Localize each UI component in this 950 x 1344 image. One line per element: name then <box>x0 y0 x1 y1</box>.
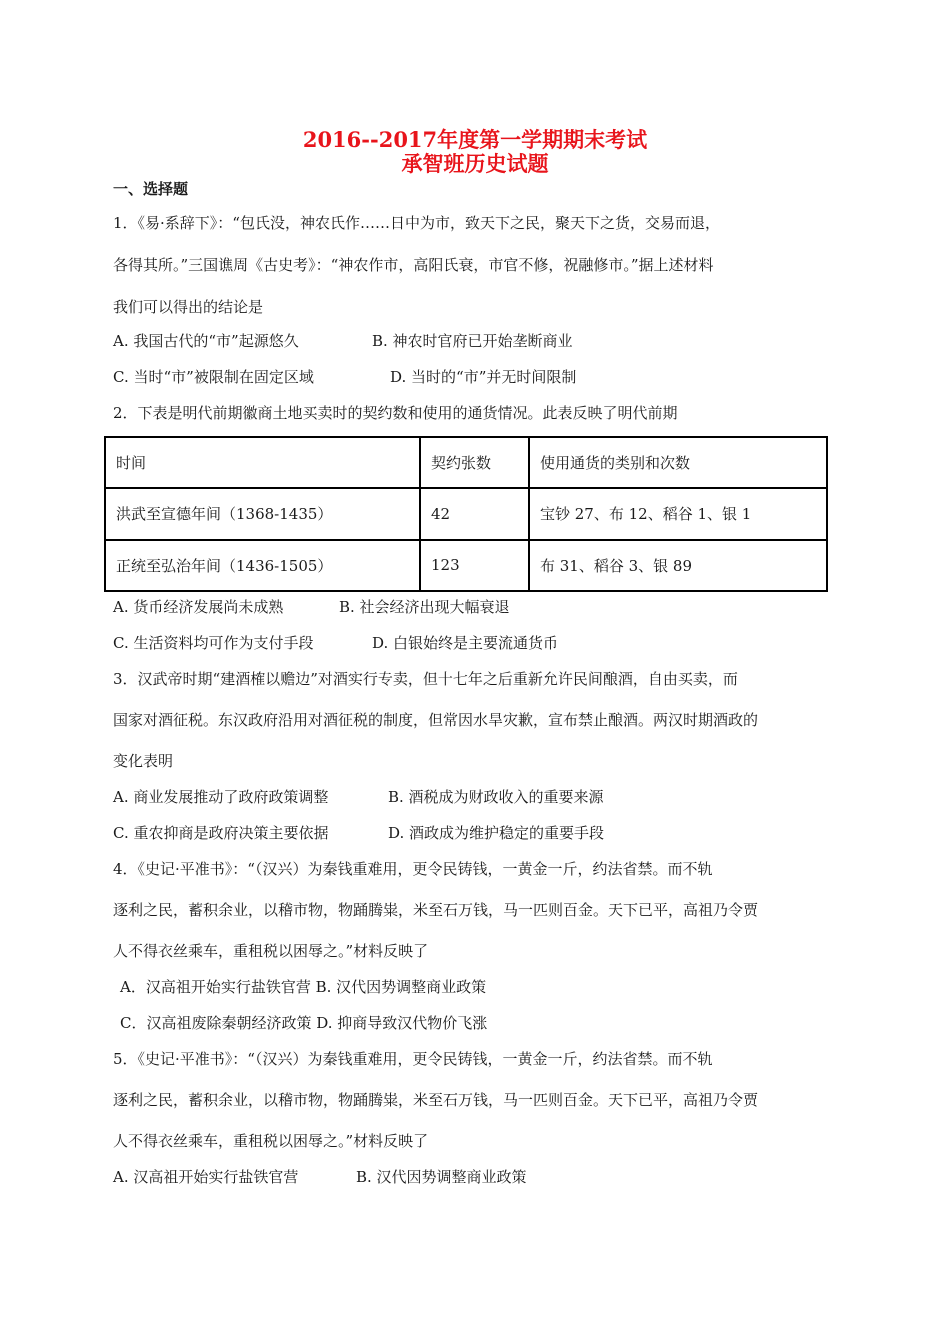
table-header-row <box>105 437 827 488</box>
q4-options-ab: A．汉高祖开始实行盐铁官营 B. 汉代因势调整商业政策 <box>120 978 487 996</box>
q1-option-a: A. 我国古代的“市”起源悠久 <box>113 332 299 350</box>
table-cell: 123 <box>420 540 529 591</box>
q1-stem-line2: 各得其所。”三国谯周《古史考》：“神农作市，高阳氏衰，市官不修，祝融修市。”据上述材料 <box>113 256 714 274</box>
table-header-cell: 使用通货的类别和次数 <box>529 437 827 488</box>
q5-stem-line1: 5．《史记·平准书》：“（汉兴）为秦钱重难用，更令民铸钱，一黄金一斤，约法省禁。而不轨 <box>113 1050 713 1068</box>
q2-option-d: D. 白银始终是主要流通货币 <box>372 634 559 652</box>
q2-option-a: A. 货币经济发展尚未成熟 <box>113 598 284 616</box>
q5-stem-line2: 逐利之民，蓄积余业，以稽市物，物踊腾粜，米至石万钱，马一匹则百金。天下已平，高祖乃令贾 <box>113 1091 759 1109</box>
table-cell: 正统至弘治年间（1436-1505） <box>105 540 420 591</box>
q1-stem-line3: 我们可以得出的结论是 <box>113 298 264 316</box>
q3-stem-line2: 国家对酒征税。东汉政府沿用对酒征税的制度，但常因水旱灾歉，宣布禁止酿酒。两汉时期酒政的 <box>113 711 759 729</box>
q3-option-a: A. 商业发展推动了政府政策调整 <box>113 788 329 806</box>
q1-option-d: D. 当时的“市”并无时间限制 <box>390 368 577 386</box>
q2-option-b: B. 社会经济出现大幅衰退 <box>339 598 510 616</box>
q4-stem-line3: 人不得衣丝乘车，重租税以困辱之。”材料反映了 <box>113 942 429 960</box>
section-heading: 一、选择题 <box>113 180 189 198</box>
q5-option-a: A. 汉高祖开始实行盐铁官营 <box>113 1168 299 1186</box>
table-cell: 洪武至宣德年间（1368-1435） <box>105 488 420 539</box>
q5-stem-line3: 人不得衣丝乘车，重租税以困辱之。”材料反映了 <box>113 1132 429 1150</box>
q2-option-c: C. 生活资料均可作为支付手段 <box>113 634 314 652</box>
table-header-cell: 时间 <box>105 437 420 488</box>
q4-stem-line2: 逐利之民，蓄积余业，以稽市物，物踊腾粜，米至石万钱，马一匹则百金。天下已平，高祖乃令贾 <box>113 901 759 919</box>
table-row <box>105 540 827 591</box>
q3-option-c: C. 重农抑商是政府决策主要依据 <box>113 824 329 842</box>
q5-option-b: B. 汉代因势调整商业政策 <box>356 1168 527 1186</box>
table-cell: 42 <box>420 488 529 539</box>
q4-stem-line1: 4．《史记·平准书》：“（汉兴）为秦钱重难用，更令民铸钱，一黄金一斤，约法省禁。而不轨 <box>113 860 713 878</box>
exam-title-line2: 承智班历史试题 <box>401 151 549 176</box>
table-cell: 宝钞 27、布 12、稻谷 1、银 1 <box>529 488 827 539</box>
currency-table <box>104 436 828 592</box>
q1-option-b: B. 神农时官府已开始垄断商业 <box>372 332 573 350</box>
q3-stem-line3: 变化表明 <box>113 752 174 770</box>
table-header-cell: 契约张数 <box>420 437 529 488</box>
q3-option-d: D. 酒政成为维护稳定的重要手段 <box>388 824 605 842</box>
table-row <box>105 488 827 539</box>
exam-title-line1: 2016--2017年度第一学期期末考试 <box>302 127 648 152</box>
q3-option-b: B. 酒税成为财政收入的重要来源 <box>388 788 604 806</box>
q4-options-cd: C．汉高祖废除秦朝经济政策 D. 抑商导致汉代物价飞涨 <box>120 1014 488 1032</box>
table-cell: 布 31、稻谷 3、银 89 <box>529 540 827 591</box>
q1-stem-line1: 1．《易·系辞下》：“包氏没，神农氏作……日中为市，致天下之民，聚天下之货，交易而退， <box>113 214 720 232</box>
q1-option-c: C. 当时“市”被限制在固定区域 <box>113 368 314 386</box>
q2-stem: 2．下表是明代前期徽商土地买卖时的契约数和使用的通货情况。此表反映了明代前期 <box>113 404 678 422</box>
q3-stem-line1: 3．汉武帝时期“建酒榷以赡边”对酒实行专卖，但十七年之后重新允许民间酿酒，自由买卖，而 <box>113 670 738 688</box>
